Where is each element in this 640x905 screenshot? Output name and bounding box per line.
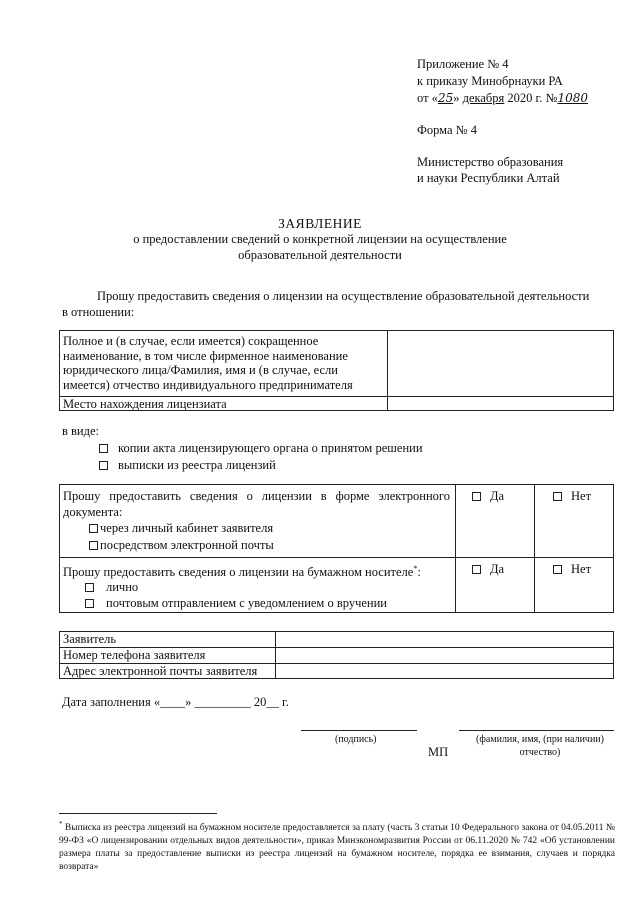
document-subtitle-1: о предоставлении сведений о конкретной лицензии на осуществление xyxy=(133,232,507,246)
paper-yes-label: Да xyxy=(490,562,505,576)
applicant-phone-label: Номер телефона заявителя xyxy=(63,648,206,662)
date-day: 25 xyxy=(437,91,454,105)
stamp-placeholder: МП xyxy=(428,745,449,759)
licensee-name-line-3: юридического лица/Фамилия, имя и (в случае, если xyxy=(63,363,338,377)
checkbox-icon[interactable] xyxy=(89,541,98,550)
document-subtitle-2: образовательной деятельности xyxy=(238,248,402,262)
checkbox-icon[interactable] xyxy=(99,461,108,470)
electronic-request-line-2: документа: xyxy=(63,505,123,519)
electronic-option-cabinet-label: через личный кабинет заявителя xyxy=(100,521,274,535)
paper-footnote-mark: * xyxy=(413,564,418,573)
delivery-table-row-line xyxy=(59,557,614,558)
licensee-location-label: Место нахождения лицензиата xyxy=(63,397,227,411)
electronic-yes[interactable] xyxy=(472,489,504,504)
name-caption-line-1: (фамилия, имя, (при наличии) xyxy=(476,734,604,745)
name-caption xyxy=(455,734,625,759)
document-title: ЗАЯВЛЕНИЕ xyxy=(278,216,362,231)
intro-line-2: в отношении: xyxy=(62,305,135,319)
form-type-option-2[interactable] xyxy=(99,458,276,473)
form-type-label: в виде: xyxy=(62,424,99,438)
delivery-table-divider-2 xyxy=(534,484,535,613)
checkbox-icon[interactable] xyxy=(472,492,481,501)
licensee-name-line-2: наименование, в том числе фирменное наименование xyxy=(63,348,348,363)
checkbox-icon[interactable] xyxy=(553,492,562,501)
electronic-no[interactable] xyxy=(553,489,591,504)
paper-no[interactable] xyxy=(553,562,591,577)
paper-option-mail-label: почтовым отправлением с уведомлением о вручении xyxy=(106,596,387,610)
footnote xyxy=(59,818,615,874)
paper-option-personal[interactable] xyxy=(85,580,138,595)
checkbox-icon[interactable] xyxy=(85,583,94,592)
paper-request-line xyxy=(63,562,421,580)
electronic-option-email-label: посредством электронной почты xyxy=(100,538,274,552)
electronic-option-cabinet[interactable] xyxy=(89,521,273,536)
fill-date: Дата заполнения «____» _________ 20__ г. xyxy=(62,695,289,709)
footnote-mark: * xyxy=(59,820,63,828)
electronic-request-line-1: Прошу предоставить сведения о лицензии в форме электронного xyxy=(63,489,450,503)
paper-yes[interactable] xyxy=(472,562,504,577)
intro-line-1: Прошу предоставить сведения о лицензии на осуществление образовательной деятельности xyxy=(97,289,590,303)
name-line xyxy=(459,730,614,731)
date-month: декабря xyxy=(462,91,505,105)
date-mid: » xyxy=(453,91,463,105)
electronic-no-label: Нет xyxy=(571,489,592,503)
paper-option-personal-label: лично xyxy=(106,580,139,594)
checkbox-icon[interactable] xyxy=(89,524,98,533)
order-number: 1080 xyxy=(557,91,588,105)
order-date-line xyxy=(417,91,588,106)
footnote-separator xyxy=(59,813,217,814)
applicant-email-label: Адрес электронной почты заявителя xyxy=(63,664,258,678)
form-number: Форма № 4 xyxy=(417,123,477,137)
footnote-text: Выписка из реестра лицензий на бумажном носителе предоставляется за плату (часть 3 статьи 10 Федерального закона от 04.05.2011 № 99-ФЗ «О лицензировании отдельных видов деятельности», приказ Минэкономразвития России от 06.11.2020 № 742 «Об установлении размера платы за предоставление выписки из реестра лицензий на бумажном носителе, порядка ее взимания, случаев и порядка возврата» xyxy=(59,823,615,873)
licensee-name-line-4: имеется) отчество индивидуального предпринимателя xyxy=(63,377,353,392)
paper-no-label: Нет xyxy=(571,562,592,576)
licensee-name-label xyxy=(63,334,383,392)
ministry-line-1: Министерство образования xyxy=(417,155,564,169)
paper-option-mail[interactable] xyxy=(85,596,387,611)
paper-request-text: Прошу предоставить сведения о лицензии на бумажном носителе xyxy=(63,565,414,580)
applicant-label: Заявитель xyxy=(63,632,117,646)
order-reference: к приказу Минобрнауки РА xyxy=(417,74,563,88)
delivery-table-divider-1 xyxy=(455,484,456,613)
form-type-option-1[interactable] xyxy=(99,441,423,456)
form-type-option-2-label: выписки из реестра лицензий xyxy=(118,458,276,472)
form-type-option-1-label: копии акта лицензирующего органа о принятом решении xyxy=(118,441,423,455)
signature-line xyxy=(301,730,417,731)
signature-caption: (подпись) xyxy=(335,734,377,745)
checkbox-icon[interactable] xyxy=(99,444,108,453)
checkbox-icon[interactable] xyxy=(472,565,481,574)
name-caption-line-2: отчество) xyxy=(519,746,561,758)
ministry-line-2: и науки Республики Алтай xyxy=(417,171,560,185)
licensee-name-line-1: Полное и (в случае, если имеется) сокращенное xyxy=(63,334,319,348)
checkbox-icon[interactable] xyxy=(553,565,562,574)
licensee-table-divider xyxy=(387,330,388,411)
checkbox-icon[interactable] xyxy=(85,599,94,608)
appendix-label: Приложение № 4 xyxy=(417,57,509,71)
electronic-option-email[interactable] xyxy=(89,538,274,553)
paper-request-colon: : xyxy=(417,565,421,580)
applicant-table-divider xyxy=(275,631,276,679)
electronic-yes-label: Да xyxy=(490,489,505,503)
date-year: 2020 г. № xyxy=(504,91,558,105)
date-prefix: от « xyxy=(417,91,438,105)
